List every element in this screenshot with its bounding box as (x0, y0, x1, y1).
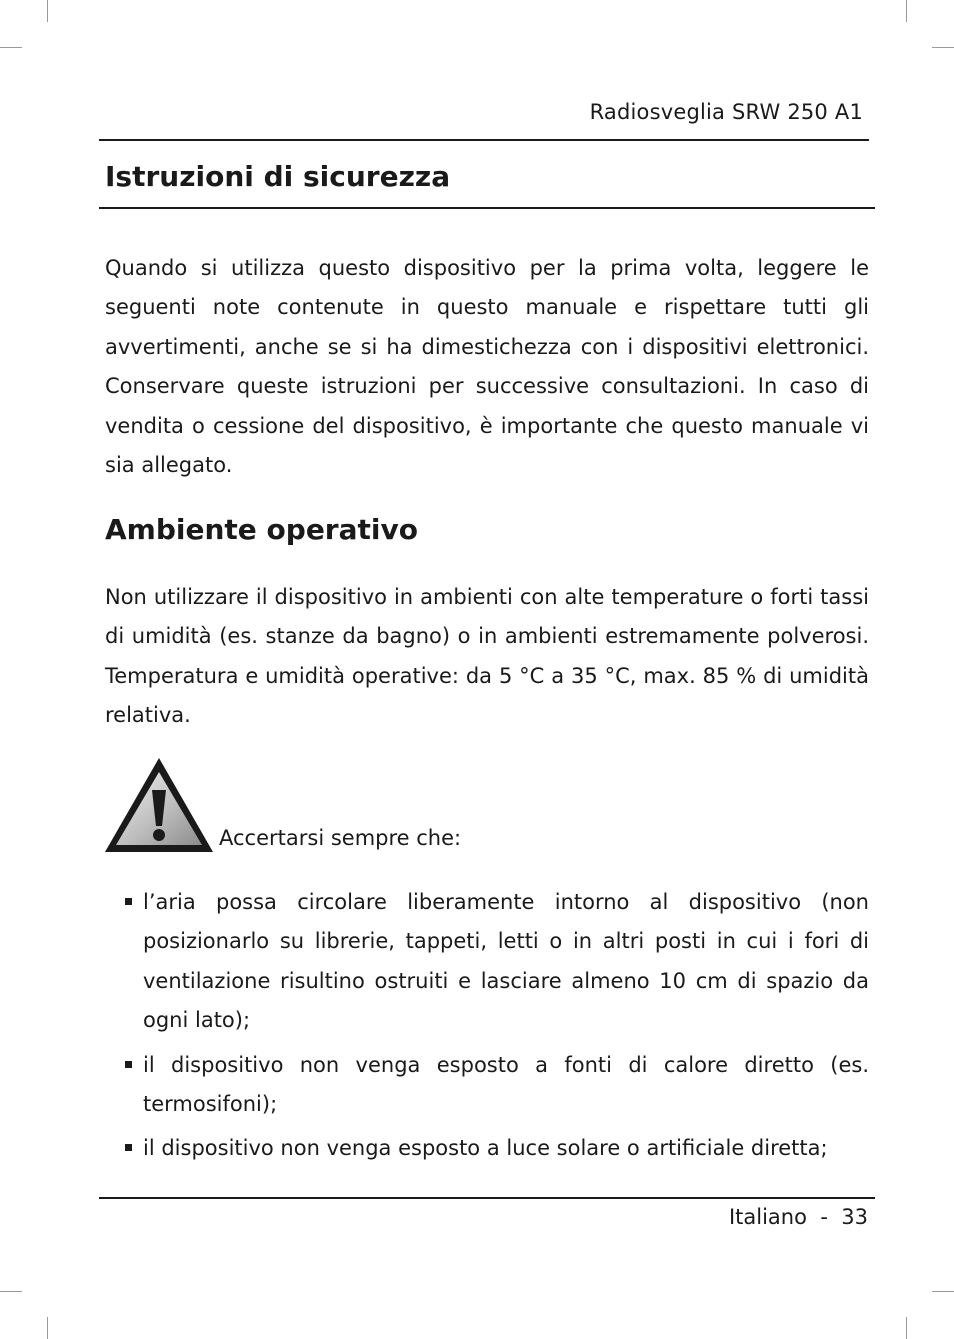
crop-mark (0, 1291, 22, 1292)
crop-mark (0, 47, 22, 48)
list-item: il dispositivo non venga esposto a luce solare o artificiale diretta; (125, 1129, 869, 1168)
running-header: Radiosveglia SRW 250 A1 (589, 100, 863, 124)
crop-mark (932, 1291, 954, 1292)
safety-paragraph: Quando si utilizza questo dispositivo per la prima volta, leggere le seguenti note contenute in questo manuale e rispettare tutti gli avvertimenti, anche se si ha dimestichezza con i dispositivi elettronici. Conservare queste istruzioni per successive consultazioni. In caso di vendita o cessione del dispositivo, è importante che questo manuale vi sia allegato. (105, 256, 869, 478)
page-footer (729, 1205, 868, 1229)
footer-language: Italiano (728, 1205, 807, 1229)
footer-separator: - (820, 1205, 828, 1229)
list-item: l’aria possa circolare liberamente intorno al dispositivo (non posizionarlo su librerie, tappeti, letti o in altri posti in cui i fori di ventilazione risultino ostruiti e lasciare almeno 10 cm di spazio da ogni lato); (125, 883, 869, 1041)
section-heading-environment: Ambiente operativo (105, 513, 418, 546)
warning-list (125, 883, 869, 1174)
bullet-square-icon (125, 1061, 132, 1068)
crop-mark (47, 0, 48, 22)
bullet-square-icon (125, 898, 132, 905)
footer-rule (99, 1197, 875, 1199)
page-number: 33 (841, 1205, 868, 1229)
bullet-square-icon (125, 1144, 132, 1151)
list-item: il dispositivo non venga esposto a fonti di calore diretto (es. termosifoni); (125, 1046, 869, 1125)
environment-paragraph: Non utilizzare il dispositivo in ambienti con alte temperature o forti tassi di umidità (es. stanze da bagno) o in ambienti estremamente polverosi. Temperatura e umidità operative: da 5 °C a 35 °C, max. 85 % di umidità relativa. (105, 585, 869, 728)
heading-rule (99, 207, 875, 209)
crop-mark (47, 1317, 48, 1339)
section-heading-safety: Istruzioni di sicurezza (105, 160, 451, 193)
warning-triangle-icon (103, 756, 215, 854)
crop-mark (906, 0, 907, 22)
crop-mark (906, 1317, 907, 1339)
warning-intro: Accertarsi sempre che: (219, 826, 462, 850)
crop-mark (932, 47, 954, 48)
header-rule (99, 139, 869, 141)
